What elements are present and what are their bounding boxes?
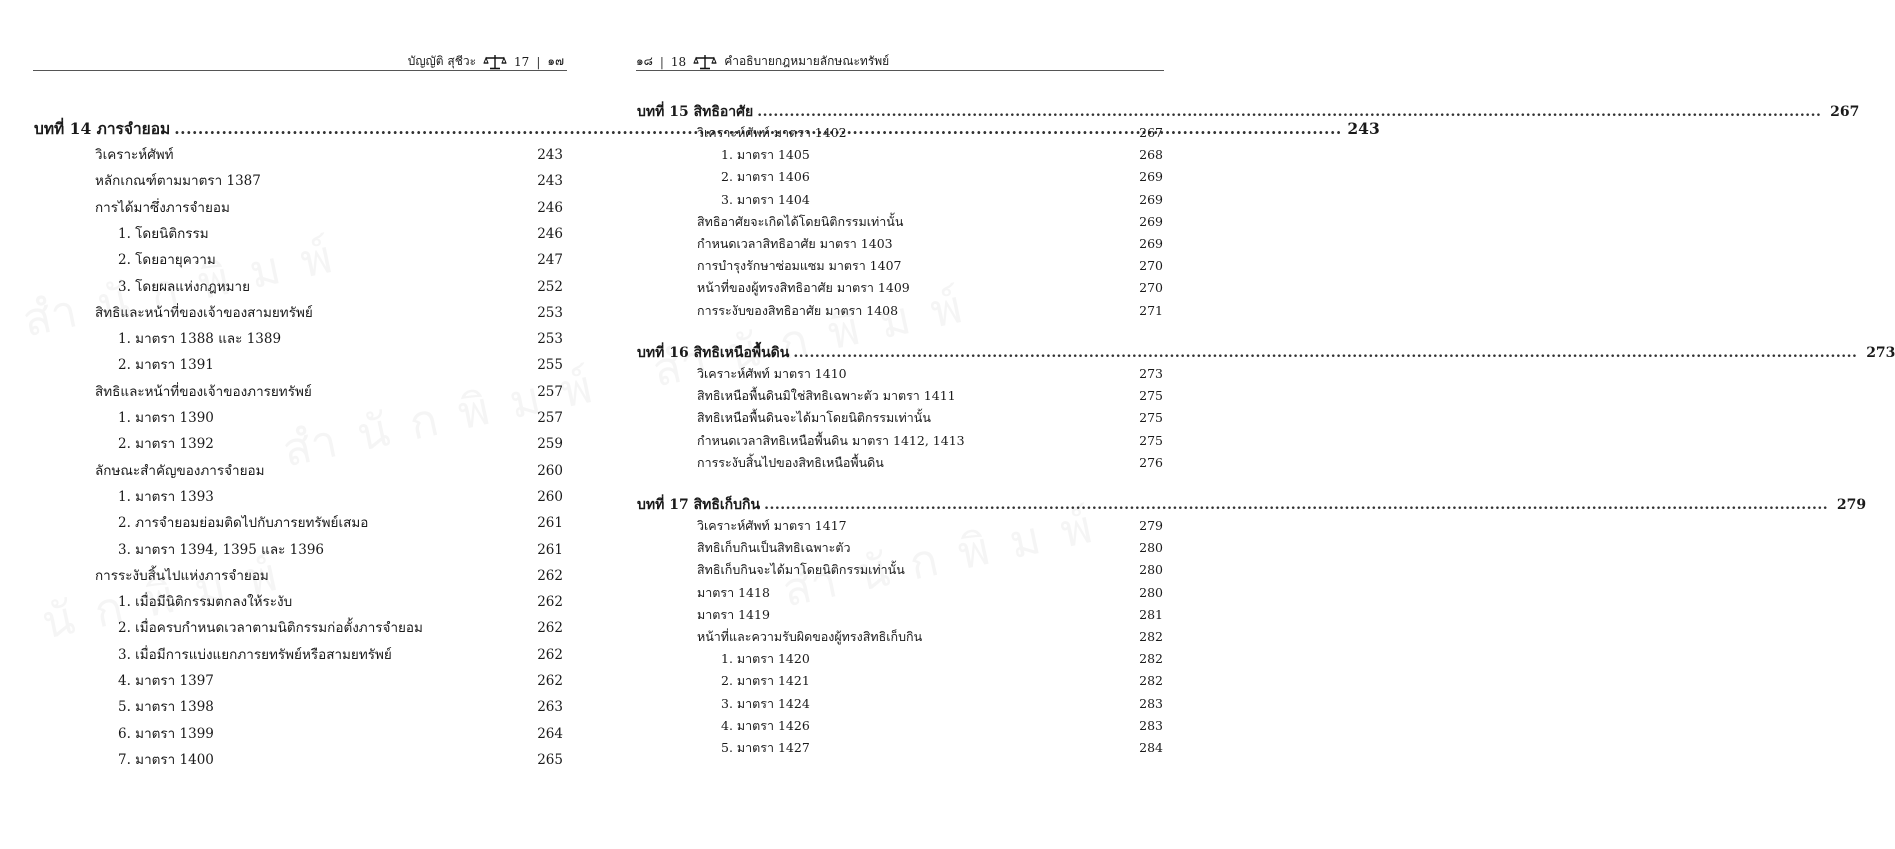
- toc-entry: [118, 643, 563, 665]
- page-ref: 268: [1139, 147, 1163, 163]
- entry-title: 2. โดยอายุความ: [118, 252, 216, 269]
- page-ref: 262: [537, 567, 563, 584]
- scales-of-justice-icon: [693, 54, 717, 70]
- entry-title: การระงับสิ้นไปของสิทธิเหนือพื้นดิน: [697, 454, 884, 470]
- entry-title: 6. มาตรา 1399: [118, 725, 214, 742]
- toc-entry: [697, 627, 1163, 647]
- toc-entry: [118, 353, 563, 375]
- entry-title: 2. ภารจำยอมย่อมติดไปกับภารยทรัพย์เสมอ: [118, 515, 369, 532]
- right-running-header: [636, 52, 889, 71]
- entry-title: 4. มาตรา 1397: [118, 673, 214, 689]
- page-ref: 261: [537, 515, 563, 532]
- toc-entry: [118, 748, 563, 770]
- page-number-arabic: 17: [514, 54, 530, 69]
- toc-entry: [697, 301, 1163, 321]
- toc-entry: [118, 538, 563, 560]
- page-ref: 260: [537, 488, 563, 505]
- page-ref: 259: [537, 436, 563, 453]
- toc-entry: [118, 590, 563, 612]
- entry-title: สิทธิอาศัยจะเกิดได้โดยนิติกรรมเท่านั้น: [697, 213, 904, 229]
- entry-title: การบำรุงรักษาซ่อมแซม มาตรา 1407: [697, 258, 902, 274]
- entry-title: หน้าที่และความรับผิดของผู้ทรงสิทธิเก็บกิน: [697, 629, 923, 644]
- entry-title: 3. เมื่อมีการแบ่งแยกภารยทรัพย์หรือสามยทรัพย์: [118, 646, 392, 663]
- entry-title: 3. โดยผลแห่งกฎหมาย: [118, 278, 251, 295]
- page-ref: 276: [1139, 454, 1163, 470]
- page-ref: 275: [1139, 410, 1163, 426]
- entry-title: 2. มาตรา 1421: [721, 673, 810, 689]
- page-ref: 262: [537, 594, 563, 611]
- entry-title: สิทธิและหน้าที่ของเจ้าของภารยทรัพย์: [95, 383, 312, 400]
- page-ref: 279: [1836, 497, 1867, 513]
- entry-title: กำหนดเวลาสิทธิเหนือพื้นดิน มาตรา 1412, 1413: [697, 432, 965, 448]
- entry-title: การระงับของสิทธิอาศัย มาตรา 1408: [697, 302, 899, 318]
- toc-entry: [697, 386, 1163, 406]
- entry-title: สิทธิเหนือพื้นดินจะได้มาโดยนิติกรรมเท่านั้น: [697, 410, 931, 426]
- toc-entry: [697, 516, 1163, 536]
- entry-title: 2. มาตรา 1406: [721, 169, 810, 185]
- toc-entry: [118, 327, 563, 349]
- chapter-title: บทที่ 16 สิทธิเหนือพื้นดิน: [637, 345, 790, 361]
- toc-chapter-heading: [637, 494, 1867, 516]
- toc-entry: [697, 408, 1163, 428]
- page-ref: 282: [1139, 673, 1163, 689]
- toc-entry: [118, 695, 563, 717]
- entry-title: 2. เมื่อครบกำหนดเวลาตามนิติกรรมก่อตั้งภารจำยอม: [118, 620, 423, 637]
- entry-title: สิทธิและหน้าที่ของเจ้าของสามยทรัพย์: [95, 304, 313, 321]
- page-ref: 282: [1139, 651, 1163, 667]
- dot-leader: [764, 497, 1828, 513]
- toc-entry: [697, 538, 1163, 558]
- page-ref: 267: [1830, 104, 1860, 120]
- entry-title: วิเคราะห์ศัพท์: [95, 147, 174, 163]
- header-rule: [33, 70, 567, 71]
- toc-entry: [721, 694, 1163, 714]
- entry-title: 2. มาตรา 1391: [118, 357, 214, 374]
- toc-entry: [118, 406, 563, 428]
- page-ref: 263: [537, 699, 563, 716]
- page-ref: 264: [537, 725, 563, 742]
- toc-entry: [697, 605, 1163, 625]
- left-running-header: [408, 52, 564, 71]
- page-number-thai: ๑๘: [636, 54, 653, 68]
- toc-entry: [95, 169, 563, 191]
- toc-entry: [697, 583, 1163, 603]
- book-title: คำอธิบายกฎหมายลักษณะทรัพย์: [724, 54, 890, 68]
- page-ref: 282: [1139, 629, 1163, 644]
- toc-entry: [721, 738, 1163, 758]
- author-name: บัญญัติ สุชีวะ: [407, 54, 477, 68]
- toc-entry: [697, 453, 1163, 473]
- page-ref: 246: [537, 199, 563, 216]
- page-ref: 283: [1139, 695, 1163, 711]
- header-separator: |: [536, 54, 541, 69]
- page-ref: 246: [537, 225, 563, 242]
- entry-title: 7. มาตรา 1400: [118, 751, 214, 768]
- dot-leader: [793, 345, 1857, 361]
- chapter-title: บทที่ 14 ภารจำยอม: [34, 119, 171, 138]
- toc-entry: [95, 143, 563, 165]
- page-ref: 269: [1139, 191, 1163, 207]
- toc-chapter-heading: [637, 342, 1895, 364]
- page-ref: 270: [1139, 280, 1163, 296]
- entry-title: ลักษณะสำคัญของภารจำยอม: [95, 462, 265, 479]
- entry-title: 1. โดยนิติกรรม: [118, 225, 209, 242]
- page-number-thai: ๑๗: [547, 54, 564, 68]
- page-ref: 279: [1139, 518, 1163, 533]
- toc-entry: [95, 196, 563, 218]
- scales-of-justice-icon: [483, 54, 507, 70]
- toc-chapter-heading: [637, 101, 1860, 123]
- page-ref: 260: [537, 462, 563, 479]
- entry-title: กำหนดเวลาสิทธิอาศัย มาตรา 1403: [697, 236, 893, 251]
- entry-title: 3. มาตรา 1404: [721, 191, 810, 207]
- toc-entry: [697, 560, 1163, 580]
- entry-title: 1. มาตรา 1390: [118, 410, 214, 426]
- entry-title: วิเคราะห์ศัพท์ มาตรา 1417: [697, 518, 847, 533]
- entry-title: มาตรา 1418: [697, 584, 770, 600]
- toc-entry: [95, 380, 563, 402]
- page-ref: 273: [1139, 366, 1163, 381]
- toc-entry: [95, 459, 563, 481]
- page-ref: 270: [1139, 258, 1163, 274]
- page-ref: 243: [537, 147, 563, 163]
- page-ref: 253: [537, 304, 563, 321]
- page-ref: 273: [1866, 345, 1895, 361]
- entry-title: สิทธิเหนือพื้นดินมิใช่สิทธิเฉพาะตัว มาตรา 1411: [697, 388, 956, 404]
- toc-entry: [721, 167, 1163, 187]
- page-ref: 275: [1139, 388, 1163, 404]
- toc-entry: [721, 649, 1163, 669]
- toc-entry: [697, 212, 1163, 232]
- toc-entry: [721, 716, 1163, 736]
- page-ref: 257: [537, 410, 563, 426]
- page-ref: 275: [1139, 432, 1163, 448]
- page-ref: 280: [1139, 562, 1163, 578]
- entry-title: 3. มาตรา 1394, 1395 และ 1396: [118, 541, 325, 558]
- page-ref: 265: [537, 751, 563, 768]
- page-ref: 247: [537, 252, 563, 269]
- toc-entry: [118, 432, 563, 454]
- entry-title: 5. มาตรา 1427: [721, 740, 810, 755]
- page-ref: 283: [1139, 717, 1163, 733]
- entry-title: 1. มาตรา 1405: [721, 147, 810, 163]
- page-ref: 261: [537, 541, 563, 558]
- entry-title: 1. มาตรา 1388 และ 1389: [118, 331, 282, 348]
- entry-title: มาตรา 1419: [697, 606, 770, 622]
- page-ref: 267: [1139, 125, 1163, 140]
- page-ref: 271: [1139, 302, 1163, 318]
- toc-entry: [721, 190, 1163, 210]
- page-ref: 262: [537, 673, 563, 689]
- page-ref: 243: [537, 173, 563, 190]
- toc-entry: [721, 145, 1163, 165]
- toc-entry: [697, 431, 1163, 451]
- toc-entry: [697, 364, 1163, 384]
- entry-title: สิทธิเก็บกินจะได้มาโดยนิติกรรมเท่านั้น: [697, 562, 905, 578]
- entry-title: หน้าที่ของผู้ทรงสิทธิอาศัย มาตรา 1409: [697, 280, 910, 296]
- page-ref: 262: [537, 646, 563, 663]
- toc-entry: [697, 278, 1163, 298]
- toc-entry: [118, 511, 563, 533]
- entry-title: หลักเกณฑ์ตามมาตรา 1387: [95, 173, 261, 190]
- toc-entry: [95, 301, 563, 323]
- toc-entry: [118, 275, 563, 297]
- page-number-arabic: 18: [670, 54, 687, 69]
- page-ref: 255: [537, 357, 563, 374]
- page-ref: 269: [1139, 236, 1163, 251]
- page-ref: 284: [1139, 740, 1163, 755]
- page-ref: 262: [537, 620, 563, 637]
- page-ref: 281: [1139, 606, 1163, 622]
- entry-title: 1. มาตรา 1420: [721, 651, 810, 667]
- entry-title: 1. เมื่อมีนิติกรรมตกลงให้ระงับ: [118, 594, 293, 611]
- page-ref: 269: [1139, 169, 1163, 185]
- entry-title: 3. มาตรา 1424: [721, 695, 810, 711]
- chapter-title: บทที่ 17 สิทธิเก็บกิน: [637, 497, 761, 513]
- entry-title: 1. มาตรา 1393: [118, 488, 214, 505]
- entry-title: วิเคราะห์ศัพท์ มาตรา 1410: [697, 366, 847, 381]
- page-ref: 280: [1139, 540, 1163, 556]
- toc-entry: [118, 222, 563, 244]
- chapter-title: บทที่ 15 สิทธิอาศัย: [637, 104, 754, 120]
- toc-entry: [697, 234, 1163, 254]
- entry-title: 2. มาตรา 1392: [118, 436, 214, 453]
- entry-title: วิเคราะห์ศัพท์ มาตรา 1402: [697, 125, 847, 140]
- dot-leader: [757, 104, 1821, 120]
- page-ref: 269: [1139, 213, 1163, 229]
- toc-entry: [118, 722, 563, 744]
- page-ref: 280: [1139, 584, 1163, 600]
- entry-title: การระงับสิ้นไปแห่งภารจำยอม: [95, 567, 269, 584]
- entry-title: 5. มาตรา 1398: [118, 699, 214, 716]
- header-rule: [636, 70, 1164, 71]
- toc-entry: [118, 616, 563, 638]
- toc-entry: [118, 485, 563, 507]
- entry-title: 4. มาตรา 1426: [721, 717, 810, 733]
- toc-entry: [118, 248, 563, 270]
- entry-title: การได้มาซึ่งภารจำยอม: [95, 199, 230, 216]
- page-ref: 252: [537, 278, 563, 295]
- header-separator: |: [659, 54, 664, 69]
- toc-entry: [697, 256, 1163, 276]
- page-ref: 257: [537, 383, 563, 400]
- toc-entry: [721, 671, 1163, 691]
- page-ref: 253: [537, 331, 563, 348]
- toc-entry: [697, 123, 1163, 143]
- entry-title: สิทธิเก็บกินเป็นสิทธิเฉพาะตัว: [697, 540, 851, 556]
- toc-entry: [95, 564, 563, 586]
- page-ref: 243: [1347, 119, 1380, 138]
- toc-entry: [118, 669, 563, 691]
